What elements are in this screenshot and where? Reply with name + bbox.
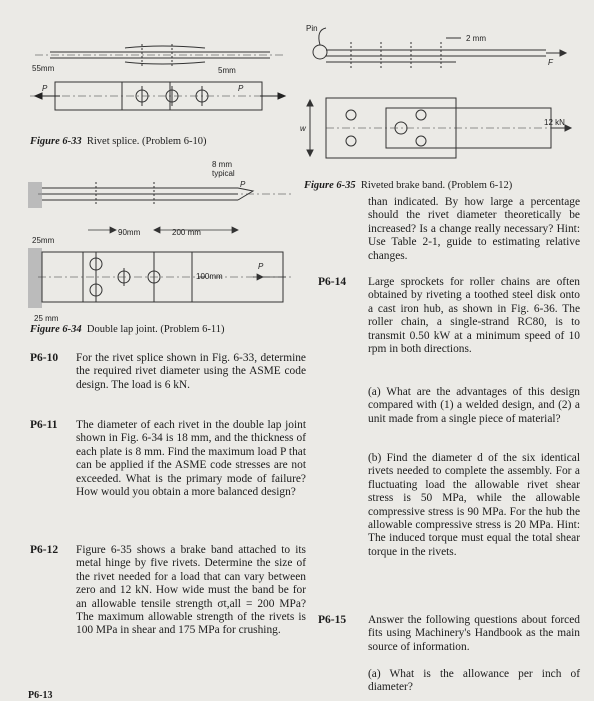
- force-label-p-top: P: [240, 180, 246, 189]
- problem-text-p6-10: For the rivet splice shown in Fig. 6-33, determine the required rivet diameter using the ASME code design. The load is 6 kN.: [76, 352, 306, 391]
- problem-text-p6-11: The diameter of each rivet in the double lap joint shown in Fig. 6-34 is 18 mm, and the thickness of each plate is 8 mm. Find the maximum load P that can be applied if the ASME code stresses are not exceeded. What is the primary mode of failure? How would you obtain a more balanced design?: [76, 419, 306, 499]
- force-label-left: P: [42, 84, 48, 93]
- problem-text-p6-14: Large sprockets for roller chains are often obtained by riveting a toothed steel disk onto a cast iron hub, as shown in Fig. 6-36. The roller chain, a single-strand RC80, is to transmit 0.50 kW at a minimum speed of 10 rpm in both directions.: [368, 276, 580, 356]
- caption-text: Rivet splice. (Problem 6-10): [86, 136, 207, 147]
- dim-55mm: 55mm: [32, 64, 55, 73]
- problem-text-p6-15: Answer the following questions about forced fits using Machinery's Handbook as the main source of information.: [368, 614, 580, 653]
- problem-text-p6-14-b: (b) Find the diameter d of the six identical rivets needed to complete the assembly. For a fluctuating load the allowable rivet shear stress is 50 MPa, while the allowable compressive stress is 90 MPa. For the hub the allowable compressive stress is 20 MPa. Hint: The induced torque must equal the total shear torque in the rivets.: [368, 452, 580, 558]
- dim-100mm: 100mm: [196, 272, 223, 281]
- lap-plan-view: [28, 248, 293, 308]
- figure-6-33-drawing: [30, 20, 290, 130]
- problem-text-p6-12: Figure 6-35 shows a brake band attached to its metal hinge by five rivets. Determine the size of the rivet needed for a load that can vary between zero and 12 kN. How wide must the band be for an allowable tensile strength σt,all = 200 MPa? The maximum allowable strength of the rivets is 100 MPa in shear and 175 MPa for crushing.: [76, 544, 306, 637]
- dim-5mm: 5mm: [218, 66, 236, 75]
- caption-label: Figure 6-33: [30, 136, 82, 147]
- problem-text-p6-15-a: (a) What is the allowance per inch of diameter?: [368, 668, 580, 694]
- problem-number-p6-15: P6-15: [318, 614, 347, 626]
- band-side-view: [313, 28, 566, 68]
- dim-8mm-typical: 8 mm typical: [212, 160, 235, 178]
- force-label-p-bottom: P: [258, 262, 264, 271]
- figure-6-35-drawing: [296, 20, 576, 170]
- lap-side-view: [28, 182, 293, 208]
- width-w: w: [300, 124, 306, 133]
- problem-number-p6-12: P6-12: [30, 544, 59, 556]
- figure-6-35-caption: [304, 180, 512, 191]
- problem-number-p6-11: P6-11: [30, 419, 58, 431]
- pin-label: Pin: [306, 24, 318, 33]
- figure-6-34-caption: [30, 324, 224, 335]
- caption-text: Double lap joint. (Problem 6-11): [86, 324, 225, 335]
- footer-problem-fragment: P6-13: [28, 690, 53, 701]
- splice-plan-view: [30, 82, 285, 110]
- problem-text-p6-12-continued: than indicated. By how large a percentage should the rivet diameter theoretically be increased? Is a change really necessary? Hint: Use Table 2-1, guide to estimating relative changes.: [368, 196, 580, 262]
- problem-number-p6-10: P6-10: [30, 352, 59, 364]
- dim-2mm: 2 mm: [466, 34, 486, 43]
- dim-25mm-bottom: 25 mm: [34, 314, 59, 323]
- caption-text: Riveted brake band. (Problem 6-12): [360, 180, 513, 191]
- figure-6-34-drawing: [28, 160, 298, 325]
- load-12kn: 12 kN: [544, 118, 565, 127]
- dim-90mm: 90mm: [118, 228, 141, 237]
- caption-label: Figure 6-34: [30, 324, 82, 335]
- caption-label: Figure 6-35: [304, 180, 356, 191]
- dim-200mm: 200 mm: [172, 228, 201, 237]
- dim-25mm-top: 25mm: [32, 236, 55, 245]
- problem-text-p6-14-a: (a) What are the advantages of this design compared with (1) a welded design, and (2) a unit made from a single piece of material?: [368, 386, 580, 425]
- force-label-right: P: [238, 84, 244, 93]
- figure-6-33-caption: [30, 136, 206, 147]
- problem-number-p6-14: P6-14: [318, 276, 347, 288]
- splice-side-view: [35, 44, 285, 66]
- force-F: F: [548, 58, 553, 67]
- band-plan-view: [307, 98, 571, 158]
